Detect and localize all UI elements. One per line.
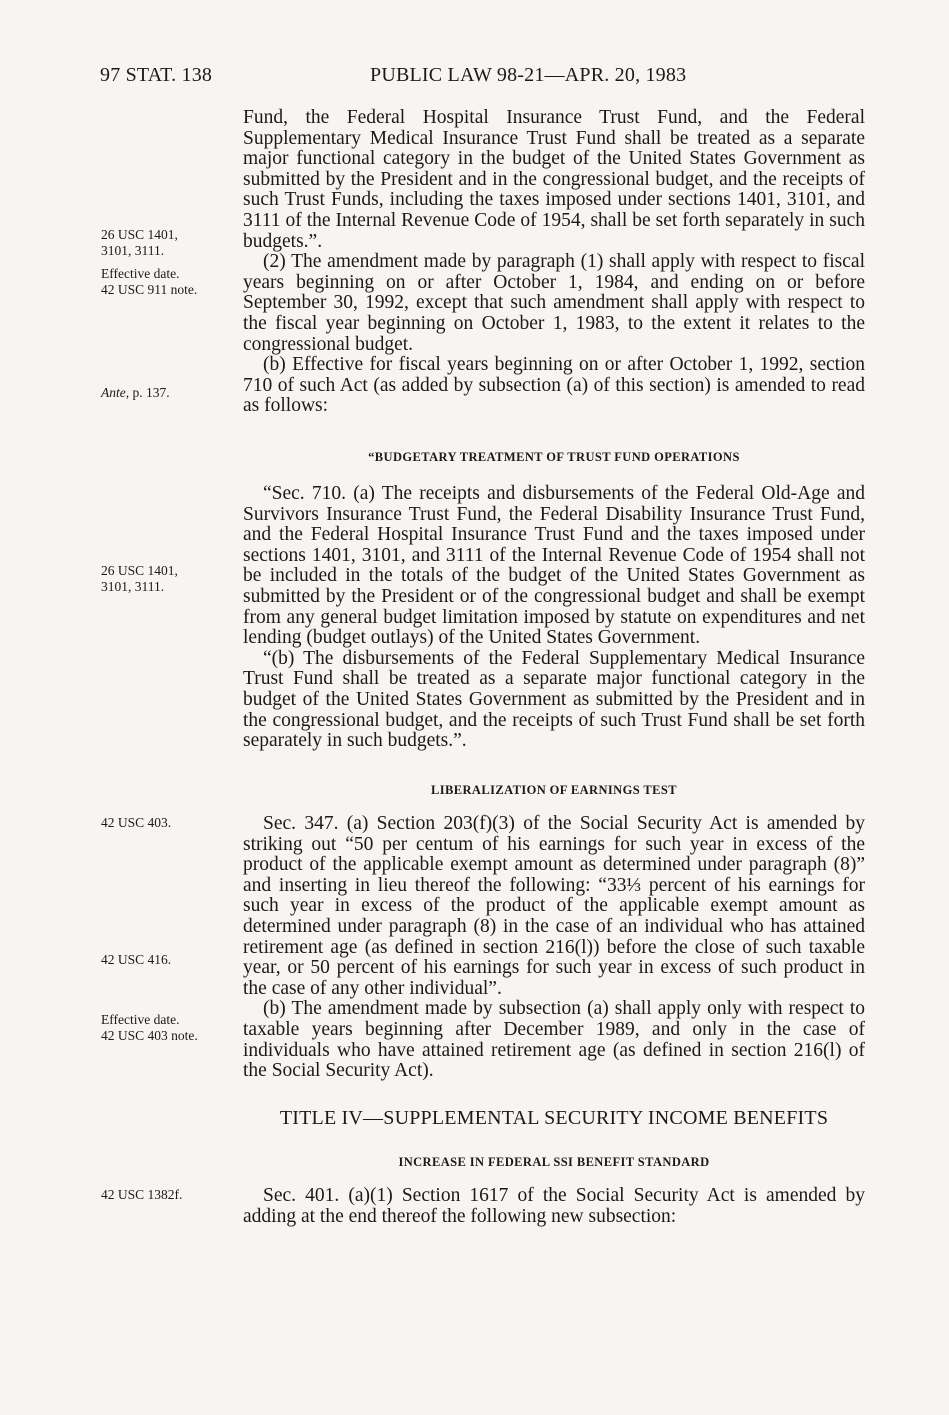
margin-note-ante: Ante, p. 137.: [101, 385, 170, 400]
paragraph: (b) Effective for fiscal years beginning on or after October 1, 1992, section 710 of such Act (as added by subsection (a) of this section) is amended to read as follows:: [243, 354, 865, 417]
body-section-4: [243, 1186, 865, 1227]
margin-note-usc-1401-b: 26 USC 1401, 3101, 3111.: [101, 563, 178, 594]
section-heading-budgetary: “BUDGETARY TREATMENT OF TRUST FUND OPERATIONS: [368, 450, 740, 464]
section-heading-ssi: INCREASE IN FEDERAL SSI BENEFIT STANDARD: [398, 1155, 710, 1169]
section-heading-earnings: LIBERALIZATION OF EARNINGS TEST: [431, 783, 677, 797]
margin-note-effective-date-2: Effective date. 42 USC 403 note.: [101, 1012, 198, 1043]
public-law-header: PUBLIC LAW 98-21—APR. 20, 1983: [370, 64, 687, 86]
margin-note-usc-1401: 26 USC 1401, 3101, 3111.: [101, 227, 178, 258]
paragraph: “Sec. 710. (a) The receipts and disbursements of the Federal Old-Age and Survivors Insurance Trust Fund, the Federal Disability Insurance Trust Fund, and the Federal Hospital Insurance Trust Fund and the taxes imposed under sections 1401, 3101, and 3111 of the Internal Revenue Code of 1954 shall not be included in the totals of the budget of the United States Government as submitted by the President or of the congressional budget and shall be exempt from any general budget limitation imposed by statute on expenditures and net lending (budget outlays) of the United States Government.: [243, 483, 865, 649]
paragraph: “(b) The disbursements of the Federal Supplementary Medical Insurance Trust Fund shall be treated as a separate major functional category in the budget of the United States Government as submitted by the President and in the congressional budget, and the receipts of such Trust Fund shall be set forth separately in such budgets.”.: [243, 647, 865, 752]
statute-page-reference: 97 STAT. 138: [100, 64, 213, 86]
paragraph: (b) The amendment made by subsection (a) shall apply only with respect to taxable years beginning after December 1989, and only in the case of individuals who have attained retirement age (as defined in section 216(l) of the Social Security Act).: [243, 998, 865, 1082]
paragraph: (2) The amendment made by paragraph (1) shall apply with respect to fiscal years beginning on or after October 1, 1984, and ending on or before September 30, 1992, except that such amendment shall apply with respect to the fiscal year beginning on October 1, 1983, to the extent it relates to the congressional budget.: [243, 251, 865, 355]
body-section-3: [243, 814, 865, 1082]
body-section-2: [243, 484, 865, 752]
margin-note-usc-403: 42 USC 403.: [101, 815, 172, 830]
margin-note-effective-date: Effective date. 42 USC 911 note.: [101, 266, 198, 297]
paragraph: Fund, the Federal Hospital Insurance Trust Fund, and the Federal Supplementary Medical Insurance Trust Fund shall be treated as a separate major functional category in the budget of the United States Government as submitted by the President and in the congressional budget, and the receipts of such Trust Funds, including the taxes imposed under sections 1401, 3101, and 3111 of the Internal Revenue Code of 1954, shall be set forth separately in such budgets.”.: [243, 107, 865, 252]
margin-note-usc-416: 42 USC 416.: [101, 952, 172, 967]
title-iv-heading: TITLE IV—SUPPLEMENTAL SECURITY INCOME BENEFITS: [279, 1107, 829, 1129]
margin-note-usc-1382f: 42 USC 1382f.: [101, 1187, 183, 1202]
paragraph: Sec. 347. (a) Section 203(f)(3) of the Social Security Act is amended by striking out “50 per centum of his earnings for such year in excess of the product of the applicable exempt amount as determined under paragraph (8)” and inserting in lieu thereof the following: “33⅓ percent of his earnings for such year in excess of the product of the applicable exempt amount as determined under paragraph (8) in the case of an individual who has attained retirement age (as defined in section 216(l)) before the close of such taxable year, or 50 percent of his earnings for such year in excess of such product in the case of any other individual”.: [243, 813, 865, 999]
paragraph: Sec. 401. (a)(1) Section 1617 of the Social Security Act is amended by adding at the end thereof the following new subsection:: [243, 1185, 865, 1227]
body-section-1: [243, 108, 865, 417]
